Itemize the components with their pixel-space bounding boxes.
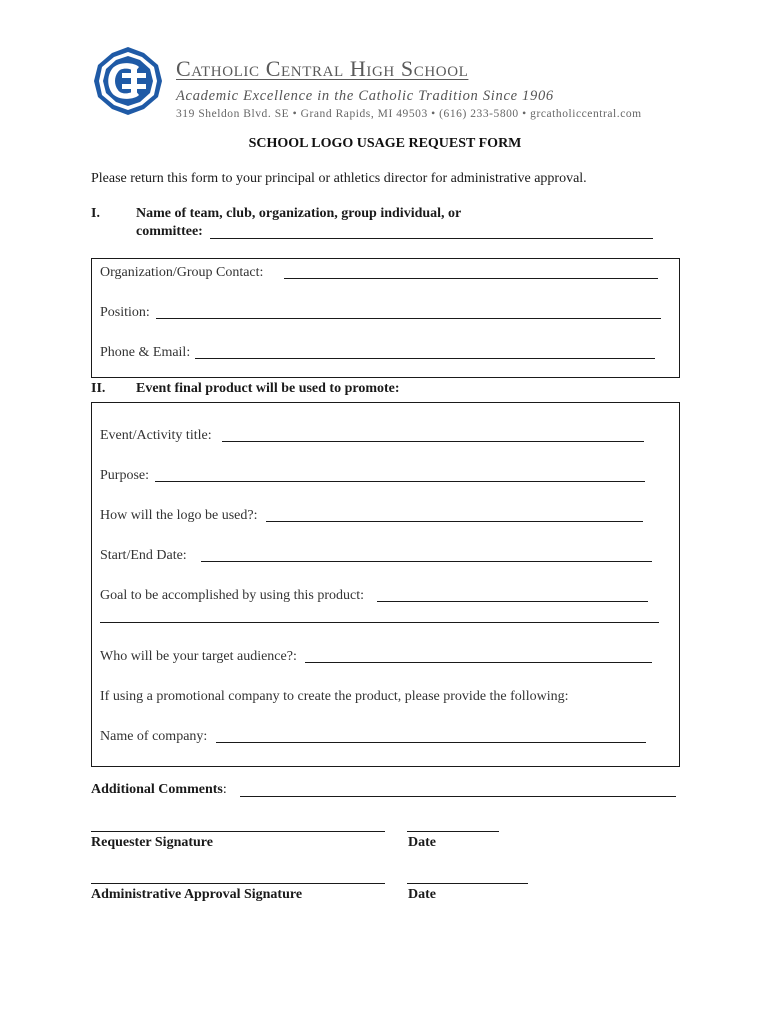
- section-1-number: I.: [91, 206, 100, 221]
- section-2-number: II.: [91, 381, 106, 396]
- event-title-label: Event/Activity title:: [100, 428, 212, 443]
- dates-field[interactable]: [201, 561, 652, 562]
- position-field[interactable]: [156, 318, 661, 319]
- audience-label: Who will be your target audience?:: [100, 649, 297, 664]
- requester-date-label: Date: [408, 835, 436, 850]
- form-title: SCHOOL LOGO USAGE REQUEST FORM: [248, 136, 522, 151]
- cc-shield-logo-icon: [92, 45, 164, 117]
- phone-email-label: Phone & Email:: [100, 345, 191, 360]
- phone-email-field[interactable]: [195, 358, 655, 359]
- audience-field[interactable]: [305, 662, 652, 663]
- goal-field[interactable]: [377, 601, 648, 602]
- committee-field[interactable]: [210, 238, 653, 239]
- comments-field[interactable]: [240, 796, 676, 797]
- goal-label: Goal to be accomplished by using this product:: [100, 588, 365, 603]
- admin-signature-field[interactable]: [91, 883, 385, 884]
- goal-field-line-2[interactable]: [100, 622, 659, 623]
- section-1-heading: Name of team, club, organization, group individual, or: [136, 206, 462, 221]
- comments-label: Additional Comments: [91, 782, 223, 797]
- contact-label: Organization/Group Contact:: [100, 265, 264, 280]
- committee-label: committee:: [136, 224, 203, 239]
- admin-date-label: Date: [408, 887, 436, 902]
- comments-colon: :: [222, 782, 227, 797]
- section-2-heading: Event final product will be used to promote:: [136, 381, 400, 396]
- requester-date-field[interactable]: [407, 831, 499, 832]
- company-field[interactable]: [216, 742, 646, 743]
- purpose-label: Purpose:: [100, 468, 149, 483]
- comments-label-wrap: [91, 782, 227, 798]
- purpose-field[interactable]: [155, 481, 645, 482]
- contact-field[interactable]: [284, 278, 658, 279]
- school-name: Catholic Central High School: [176, 56, 469, 81]
- requester-signature-field[interactable]: [91, 831, 385, 832]
- promo-note: If using a promotional company to create the product, please provide the following:: [100, 689, 569, 704]
- event-title-field[interactable]: [222, 441, 644, 442]
- dates-label: Start/End Date:: [100, 548, 187, 563]
- admin-signature-label: Administrative Approval Signature: [91, 887, 303, 902]
- logo-use-field[interactable]: [266, 521, 643, 522]
- event-box: [91, 402, 680, 767]
- form-instructions: Please return this form to your principal or athletics director for administrative approval.: [91, 171, 587, 186]
- admin-date-field[interactable]: [407, 883, 528, 884]
- company-label: Name of company:: [100, 729, 208, 744]
- school-tagline: Academic Excellence in the Catholic Tradition Since 1906: [176, 88, 554, 104]
- requester-signature-label: Requester Signature: [91, 835, 213, 850]
- school-address: 319 Sheldon Blvd. SE • Grand Rapids, MI 49503 • (616) 233-5800 • grcatholiccentral.com: [176, 108, 642, 120]
- logo-use-label: How will the logo be used?:: [100, 508, 258, 523]
- position-label: Position:: [100, 305, 150, 320]
